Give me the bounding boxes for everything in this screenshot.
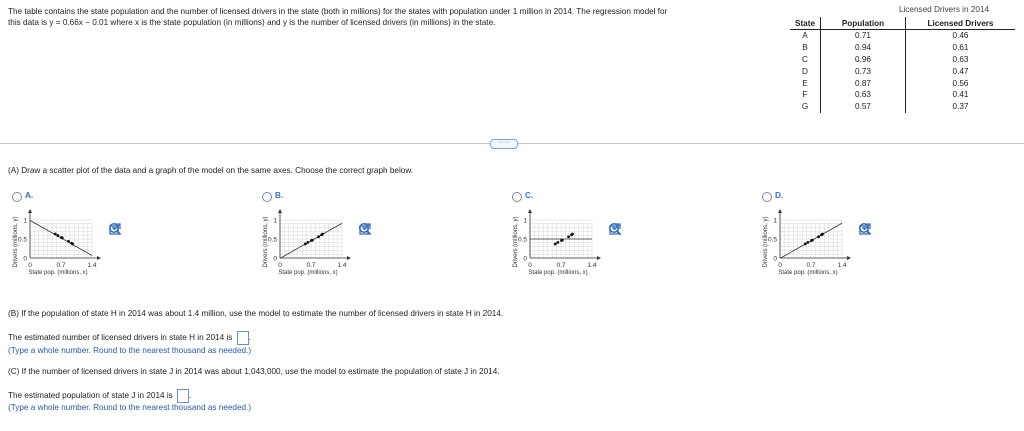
table-row bbox=[790, 89, 1015, 101]
drivers-cell: 0.63 bbox=[952, 54, 969, 64]
x-tick-label-zero: 0 bbox=[28, 262, 32, 269]
option-c bbox=[508, 186, 638, 286]
data-point bbox=[61, 236, 64, 239]
x-tick-label: 1.4 bbox=[587, 262, 597, 269]
data-point bbox=[304, 243, 307, 246]
y-axis-label: Drivers (millions, y) bbox=[513, 216, 519, 268]
table-title: Licensed Drivers in 2014 bbox=[898, 5, 990, 14]
drivers-cell: 0.41 bbox=[952, 90, 969, 100]
x-tick-label-zero: 0 bbox=[528, 262, 532, 269]
y-axis-arrow bbox=[528, 209, 532, 213]
option-letter: D. bbox=[775, 191, 784, 200]
option-graph bbox=[258, 200, 378, 286]
divider-expand-handle[interactable]: ····· bbox=[490, 139, 518, 149]
drivers-cell: 0.47 bbox=[952, 66, 969, 76]
option-a bbox=[8, 186, 138, 286]
table-row bbox=[790, 42, 1015, 54]
part-b-period: . bbox=[248, 333, 251, 343]
state-cell: G bbox=[801, 102, 809, 112]
table-title-wrap bbox=[790, 5, 1015, 14]
x-axis-label: State pop. (millions, x) bbox=[528, 270, 588, 276]
drivers-cell: 0.61 bbox=[952, 43, 969, 53]
x-tick-label: 1.4 bbox=[337, 262, 347, 269]
data-point bbox=[571, 233, 574, 236]
part-a-prompt: (A) Draw a scatter plot of the data and a graph of the model on the same axes. Choose the correct graph below. bbox=[8, 166, 414, 175]
open-external-icon[interactable] bbox=[358, 222, 372, 236]
x-axis-arrow bbox=[847, 256, 851, 260]
option-letter: C. bbox=[525, 191, 534, 200]
part-c-answer-label: The estimated population of state J in 2014 is bbox=[8, 391, 173, 401]
part-b-answer-label: The estimated number of licensed drivers in state H in 2014 is bbox=[8, 333, 233, 343]
population-cell: 0.94 bbox=[821, 42, 906, 54]
option-graph bbox=[508, 200, 628, 286]
header-population: Population bbox=[821, 17, 906, 30]
state-cell: F bbox=[802, 90, 808, 100]
y-tick-label: 1 bbox=[273, 217, 277, 225]
part-c-answer-line bbox=[8, 389, 191, 403]
data-point bbox=[567, 235, 570, 238]
x-axis-label: State pop. (millions, x) bbox=[278, 270, 338, 276]
y-tick-label: 1 bbox=[23, 217, 27, 225]
population-cell: 0.63 bbox=[821, 89, 906, 101]
header-licensed-drivers: Licensed Drivers bbox=[906, 17, 1016, 30]
y-axis-label: Drivers (millions, y) bbox=[763, 216, 769, 268]
y-tick-label: 1 bbox=[523, 217, 527, 225]
y-axis-arrow bbox=[278, 209, 282, 213]
drivers-cell: 0.37 bbox=[952, 102, 969, 112]
x-tick-label: 0.7 bbox=[806, 262, 816, 269]
y-tick-label: 0.5 bbox=[767, 236, 777, 244]
population-cell: 0.57 bbox=[821, 101, 906, 113]
population-cell: 0.71 bbox=[821, 30, 906, 42]
x-tick-label: 0.7 bbox=[556, 262, 566, 269]
open-external-icon[interactable] bbox=[858, 222, 872, 236]
open-external-icon[interactable] bbox=[108, 222, 122, 236]
x-axis-arrow bbox=[597, 256, 601, 260]
part-c-period: . bbox=[189, 391, 192, 401]
part-b-prompt: (B) If the population of state H in 2014 was about 1.4 million, use the model to estimate the number of licensed drivers in state H in 2014. bbox=[8, 309, 504, 318]
y-tick-label: 0 bbox=[773, 255, 777, 263]
problem-intro bbox=[8, 6, 778, 28]
state-cell: C bbox=[802, 54, 808, 64]
x-tick-label-zero: 0 bbox=[778, 262, 782, 269]
x-axis-arrow bbox=[97, 256, 101, 260]
y-axis-arrow bbox=[28, 209, 32, 213]
x-axis-arrow bbox=[347, 256, 351, 260]
drivers-cell: 0.46 bbox=[952, 31, 969, 41]
state-cell: E bbox=[802, 78, 808, 88]
data-point bbox=[311, 239, 314, 242]
option-graph bbox=[8, 200, 128, 286]
option-graph bbox=[758, 200, 878, 286]
data-point bbox=[307, 241, 310, 244]
table-row bbox=[790, 101, 1015, 113]
y-tick-label: 0 bbox=[523, 255, 527, 263]
part-c-prompt: (C) If the number of licensed drivers in state J in 2014 was about 1,043,000, use the model to estimate the population of state J in 2014. bbox=[8, 367, 500, 376]
y-tick-label: 0.5 bbox=[517, 236, 527, 244]
data-point bbox=[67, 240, 70, 243]
grid bbox=[780, 220, 842, 258]
option-letter: B. bbox=[275, 191, 284, 200]
data-point bbox=[817, 235, 820, 238]
state-cell: D bbox=[802, 66, 808, 76]
y-tick-label: 0.5 bbox=[17, 236, 27, 244]
population-cell: 0.96 bbox=[821, 54, 906, 66]
x-tick-label: 0.7 bbox=[306, 262, 316, 269]
drivers-cell: 0.56 bbox=[952, 78, 969, 88]
data-point bbox=[557, 241, 560, 244]
part-b-hint: (Type a whole number. Round to the nearest thousand as needed.) bbox=[8, 346, 252, 355]
table-body bbox=[790, 30, 1015, 113]
population-cell: 0.73 bbox=[821, 65, 906, 77]
y-tick-label: 1 bbox=[773, 217, 777, 225]
data-point bbox=[321, 233, 324, 236]
data-point bbox=[57, 234, 60, 237]
y-tick-label: 0 bbox=[273, 255, 277, 263]
intro-line-1: The table contains the state population and the number of licensed drivers in the state (both in millions) for the states with population under 1 million in 2014. The regression model for bbox=[8, 7, 668, 16]
x-tick-label: 1.4 bbox=[837, 262, 847, 269]
table-header-row bbox=[790, 17, 1015, 30]
intro-line-2: this data is y = 0.66x − 0.01 where x is the state population (in millions) and y is the number of licensed drivers (in millions) in the state. bbox=[8, 18, 496, 27]
data-point bbox=[807, 241, 810, 244]
population-cell: 0.87 bbox=[821, 77, 906, 89]
part-c-hint: (Type a whole number. Round to the nearest thousand as needed.) bbox=[8, 403, 252, 412]
grid bbox=[280, 220, 342, 258]
table-row bbox=[790, 54, 1015, 66]
x-tick-label: 1.4 bbox=[87, 262, 97, 269]
state-cell: B bbox=[802, 43, 808, 53]
open-external-icon[interactable] bbox=[608, 222, 622, 236]
table-row bbox=[790, 65, 1015, 77]
data-point bbox=[71, 243, 74, 246]
data-point bbox=[561, 239, 564, 242]
data-point bbox=[317, 235, 320, 238]
state-cell: A bbox=[802, 31, 808, 41]
y-axis-label: Drivers (millions, y) bbox=[13, 216, 19, 268]
x-tick-label-zero: 0 bbox=[278, 262, 282, 269]
data-table bbox=[790, 17, 1015, 113]
data-point bbox=[54, 233, 57, 236]
option-letter: A. bbox=[25, 191, 34, 200]
y-axis-label: Drivers (millions, y) bbox=[263, 216, 269, 268]
data-point bbox=[554, 243, 557, 246]
data-point bbox=[821, 233, 824, 236]
part-b-answer-input[interactable] bbox=[237, 331, 249, 345]
x-axis-label: State pop. (millions, x) bbox=[778, 270, 838, 276]
option-d bbox=[758, 186, 888, 286]
header-state: State bbox=[790, 17, 821, 30]
y-tick-label: 0 bbox=[23, 255, 27, 263]
y-axis-arrow bbox=[778, 209, 782, 213]
part-b-answer-line bbox=[8, 331, 251, 345]
table-row bbox=[790, 30, 1015, 42]
option-b bbox=[258, 186, 388, 286]
x-axis-label: State pop. (millions, x) bbox=[28, 270, 88, 276]
data-point bbox=[811, 239, 814, 242]
data-point bbox=[804, 243, 807, 246]
y-tick-label: 0.5 bbox=[267, 236, 277, 244]
table-row bbox=[790, 77, 1015, 89]
part-c-answer-input[interactable] bbox=[177, 389, 192, 403]
x-tick-label: 0.7 bbox=[56, 262, 66, 269]
